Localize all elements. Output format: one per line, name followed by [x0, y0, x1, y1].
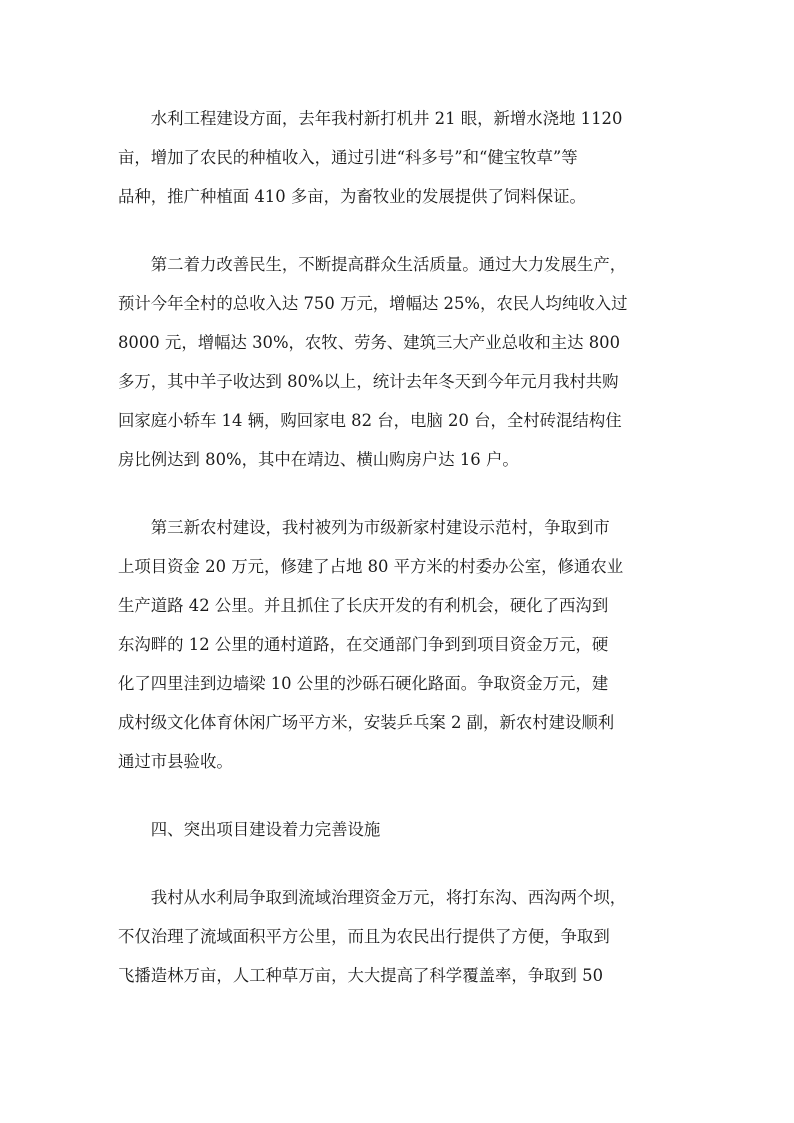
- text-line: 化了四里洼到边墙梁 10 公里的沙砾石硬化路面。争取资金万元，建: [118, 674, 609, 693]
- text-line: 8000 元，增幅达 30%，农牧、劳务、建筑三大产业总收和主达 800: [118, 333, 621, 352]
- text-line: 第三新农村建设，我村被列为市级新家村建设示范村，争取到市: [150, 518, 610, 537]
- text-line: 房比例达到 80%，其中在靖边、横山购房户达 16 户。: [118, 450, 519, 469]
- text-line: 多万，其中羊子收达到 80%以上，统计去年冬天到今年元月我村共购: [118, 372, 619, 391]
- text-line: 回家庭小轿车 14 辆，购回家电 82 台，电脑 20 台，全村砖混结构住: [118, 411, 622, 430]
- text-line: 第二着力改善民生，不断提高群众生活质量。通过大力发展生产，: [150, 255, 627, 274]
- text-line: 水利工程建设方面，去年我村新打机井 21 眼，新增水浇地 1120: [150, 109, 623, 128]
- text-line: 不仅治理了流域面积平方公里，而且为农民出行提供了方便，争取到: [118, 927, 610, 946]
- text-line: 东沟畔的 12 公里的通村道路，在交通部门争到到项目资金万元，硬: [118, 635, 609, 654]
- text-line: 亩，增加了农民的种植收入，通过引进“科多号”和“健宝牧草”等: [118, 148, 578, 167]
- paragraph: [118, 810, 674, 849]
- paragraph-gap: [118, 479, 674, 508]
- document-body: [118, 99, 674, 995]
- text-line: 预计今年全村的总收入达 750 万元，增幅达 25%，农民人均纯收入过: [118, 294, 628, 313]
- paragraph-gap: [118, 781, 674, 810]
- text-line: 我村从水利局争取到流域治理资金万元，将打东沟、西沟两个坝，: [150, 888, 627, 907]
- text-line: 通过市县验收。: [118, 752, 233, 771]
- text-line: 品种，推广种植面 410 多亩，为畜牧业的发展提供了饲料保证。: [118, 187, 586, 206]
- paragraph: [118, 99, 674, 216]
- text-line: 成村级文化体育休闲广场平方米，安装乒乓案 2 副，新农村建设顺利: [118, 713, 615, 732]
- paragraph: [118, 245, 674, 479]
- paragraph-gap: [118, 216, 674, 245]
- text-line: 生产道路 42 公里。并且抓住了长庆开发的有利机会，硬化了西沟到: [118, 596, 609, 615]
- paragraph: [118, 508, 674, 781]
- text-line: 飞播造林万亩，人工种草万亩，大大提高了科学覆盖率，争取到 50: [118, 966, 604, 985]
- paragraph: [118, 878, 674, 995]
- text-line: 四、突出项目建设着力完善设施: [150, 820, 381, 839]
- paragraph-gap: [118, 849, 674, 878]
- text-line: 上项目资金 20 万元，修建了占地 80 平方米的村委办公室，修通农业: [118, 557, 624, 576]
